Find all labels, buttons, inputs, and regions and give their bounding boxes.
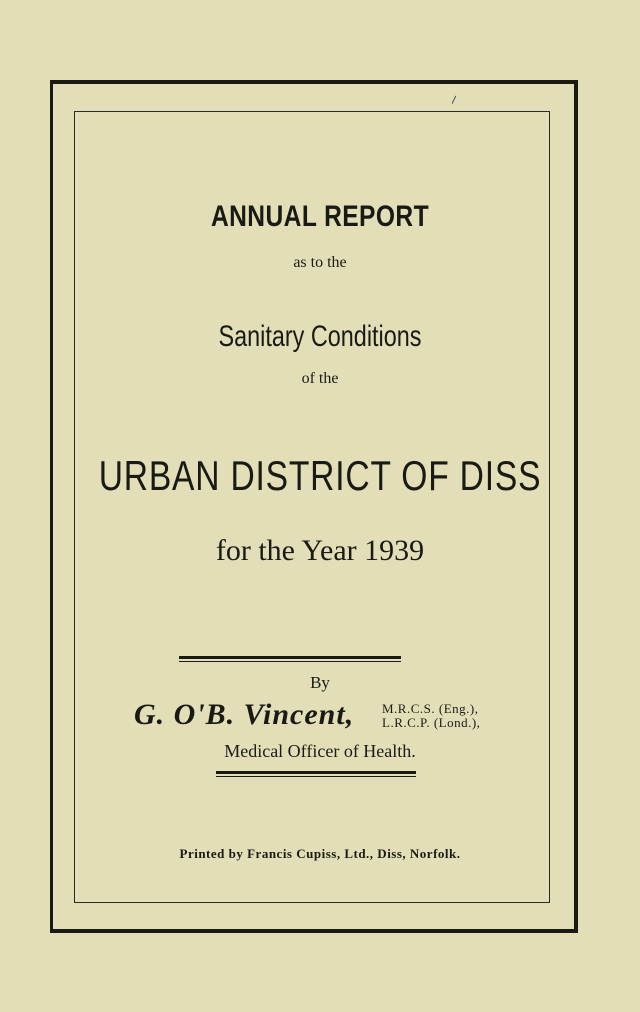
qualification-2: L.R.C.P. (Lond.), — [382, 715, 481, 730]
district-title: URBAN DISTRICT OF DISS — [98, 452, 542, 499]
qualification-1: M.R.C.S. (Eng.), — [382, 701, 479, 716]
report-heading: ANNUAL REPORT — [210, 200, 430, 233]
divider-rule-bottom — [216, 771, 416, 777]
author-name: G. O'B. Vincent, — [134, 698, 355, 731]
by-label: By — [310, 673, 330, 692]
connector-text-2: of the — [301, 370, 339, 387]
printer-imprint: Printed by Francis Cupiss, Ltd., Diss, Norfolk. — [179, 846, 461, 861]
divider-rule-top — [179, 656, 401, 662]
connector-text: as to the — [293, 254, 347, 271]
pencil-mark: ⸝ — [444, 85, 461, 107]
report-subject: Sanitary Conditions — [218, 320, 422, 353]
author-qualifications — [382, 702, 480, 730]
author-block — [134, 698, 514, 736]
author-role: Medical Officer of Health. — [224, 741, 416, 761]
report-period: for the Year 1939 — [215, 534, 425, 567]
